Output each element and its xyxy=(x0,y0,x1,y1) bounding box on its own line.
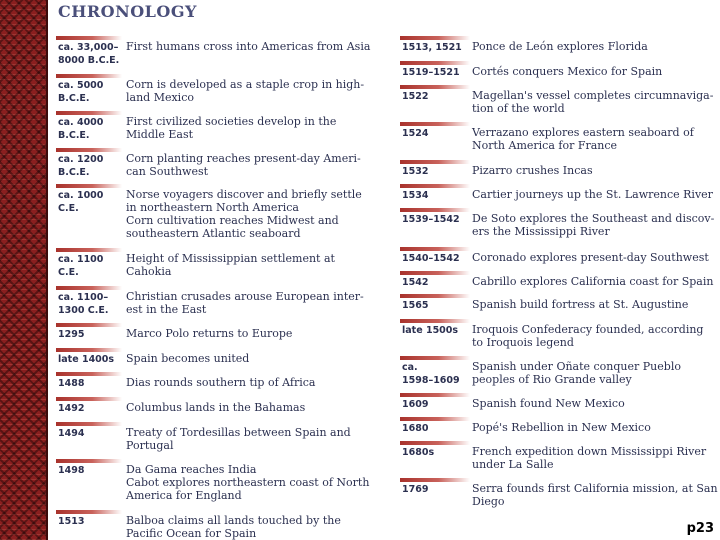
entry-event: Cortés conquers Mexico for Spain xyxy=(472,65,663,78)
entry-event: Pizarro crushes Incas xyxy=(472,164,593,177)
entry-marker-bar xyxy=(400,122,470,126)
entry-marker-bar xyxy=(400,184,470,188)
entry-date: 1519–1521 xyxy=(402,67,460,78)
entry-date: 1609 xyxy=(402,399,429,410)
entry-date: late 1400s xyxy=(58,354,115,365)
entry-date: 1488 xyxy=(58,378,85,389)
entry-marker-bar xyxy=(400,160,470,164)
entry-date: 1532 xyxy=(402,166,429,177)
entry-date: 1498 xyxy=(58,465,85,476)
entry-event: Serra founds first California mission, at San Diego xyxy=(472,482,718,508)
entry-marker-bar xyxy=(400,417,470,421)
entry-marker-bar xyxy=(400,319,470,323)
entry-date: 1513 xyxy=(58,516,85,527)
entry-date: 1524 xyxy=(402,128,429,139)
entry-date: ca. 1598–1609 xyxy=(402,362,460,386)
entry-event: Da Gama reaches India Cabot explores northeastern coast of North America for England xyxy=(126,463,370,502)
entry-date: 1513, 1521 xyxy=(402,42,462,53)
entry-event: Coronado explores present-day Southwest xyxy=(472,251,709,264)
entry-marker-bar xyxy=(400,478,470,482)
entry-marker-bar xyxy=(400,61,470,65)
entry-event: Spanish build fortress at St. Augustine xyxy=(472,298,689,311)
entry-date: late 1500s xyxy=(402,325,459,336)
entry-date: 1295 xyxy=(58,329,85,340)
entry-date: ca. 33,000– 8000 B.C.E. xyxy=(58,42,120,66)
entry-date: 1542 xyxy=(402,277,429,288)
entry-date: 1680 xyxy=(402,423,429,434)
entry-event: Corn planting reaches present-day Ameri- can Southwest xyxy=(126,152,361,178)
entry-marker-bar xyxy=(56,397,122,401)
entry-date: ca. 1100 C.E. xyxy=(58,254,104,278)
entry-date: 1492 xyxy=(58,403,85,414)
entry-marker-bar xyxy=(56,510,122,514)
entry-marker-bar xyxy=(56,348,122,352)
entry-marker-bar xyxy=(400,271,470,275)
entry-event: Corn is developed as a staple crop in high- land Mexico xyxy=(126,78,365,104)
entry-event: Verrazano explores eastern seaboard of North America for France xyxy=(472,126,694,152)
entry-marker-bar xyxy=(56,422,122,426)
entry-date: 1494 xyxy=(58,428,85,439)
entry-marker-bar xyxy=(56,323,122,327)
entry-marker-bar xyxy=(400,356,470,360)
entry-date: 1680s xyxy=(402,447,435,458)
entry-event: Columbus lands in the Bahamas xyxy=(126,401,306,414)
entry-marker-bar xyxy=(56,372,122,376)
entry-marker-bar xyxy=(56,111,122,115)
entry-event: De Soto explores the Southeast and discov- ers the Mississippi River xyxy=(472,212,715,238)
entry-date: ca. 5000 B.C.E. xyxy=(58,80,104,104)
entry-date: ca. 4000 B.C.E. xyxy=(58,117,104,141)
entry-event: Height of Mississippian settlement at Cahokia xyxy=(126,252,335,278)
entry-date: ca. 1000 C.E. xyxy=(58,190,104,214)
entry-date: 1534 xyxy=(402,190,429,201)
entry-marker-bar xyxy=(400,247,470,251)
entry-date: 1769 xyxy=(402,484,429,495)
entry-marker-bar xyxy=(400,85,470,89)
entry-event: First humans cross into Americas from Asia xyxy=(126,40,371,53)
entry-event: Treaty of Tordesillas between Spain and Portugal xyxy=(126,426,351,452)
entry-date: ca. 1200 B.C.E. xyxy=(58,154,104,178)
entry-event: Spanish under Oñate conquer Pueblo peoples of Rio Grande valley xyxy=(472,360,681,386)
entry-date: 1565 xyxy=(402,300,429,311)
entry-event: Iroquois Confederacy founded, according to Iroquois legend xyxy=(472,323,704,349)
entry-date: 1540–1542 xyxy=(402,253,460,264)
entry-event: French expedition down Mississippi River under La Salle xyxy=(472,445,707,471)
entry-event: First civilized societies develop in the Middle East xyxy=(126,115,337,141)
entry-event: Christian crusades arouse European inter- est in the East xyxy=(126,290,364,316)
entry-event: Popé's Rebellion in New Mexico xyxy=(472,421,651,434)
page-title: CHRONOLOGY xyxy=(58,2,197,21)
entry-marker-bar xyxy=(400,208,470,212)
entry-event: Spanish found New Mexico xyxy=(472,397,625,410)
entry-marker-bar xyxy=(56,248,122,252)
entry-event: Balboa claims all lands touched by the Pacific Ocean for Spain xyxy=(126,514,341,540)
entry-event: Norse voyagers discover and briefly settle in northeastern North America Corn cultivation reaches Midwest and southeastern Atlantic seaboard xyxy=(126,188,362,240)
entry-date: ca. 1100– 1300 C.E. xyxy=(58,292,109,316)
entry-marker-bar xyxy=(56,286,122,290)
entry-event: Ponce de León explores Florida xyxy=(472,40,648,53)
entry-marker-bar xyxy=(400,294,470,298)
entry-event: Spain becomes united xyxy=(126,352,250,365)
entry-date: 1539–1542 xyxy=(402,214,460,225)
entry-marker-bar xyxy=(400,36,470,40)
entry-marker-bar xyxy=(56,184,122,188)
entry-marker-bar xyxy=(400,441,470,445)
entry-marker-bar xyxy=(56,74,122,78)
entry-marker-bar xyxy=(400,393,470,397)
page-number: p23 xyxy=(686,521,714,536)
entry-event: Marco Polo returns to Europe xyxy=(126,327,293,340)
entry-marker-bar xyxy=(56,459,122,463)
entry-event: Dias rounds southern tip of Africa xyxy=(126,376,316,389)
entry-marker-bar xyxy=(56,36,122,40)
entry-event: Cabrillo explores California coast for Spain xyxy=(472,275,714,288)
entry-event: Magellan's vessel completes circumnaviga- tion of the world xyxy=(472,89,714,115)
decorative-border xyxy=(0,0,48,540)
entry-date: 1522 xyxy=(402,91,429,102)
entry-marker-bar xyxy=(56,148,122,152)
entry-event: Cartier journeys up the St. Lawrence River xyxy=(472,188,713,201)
